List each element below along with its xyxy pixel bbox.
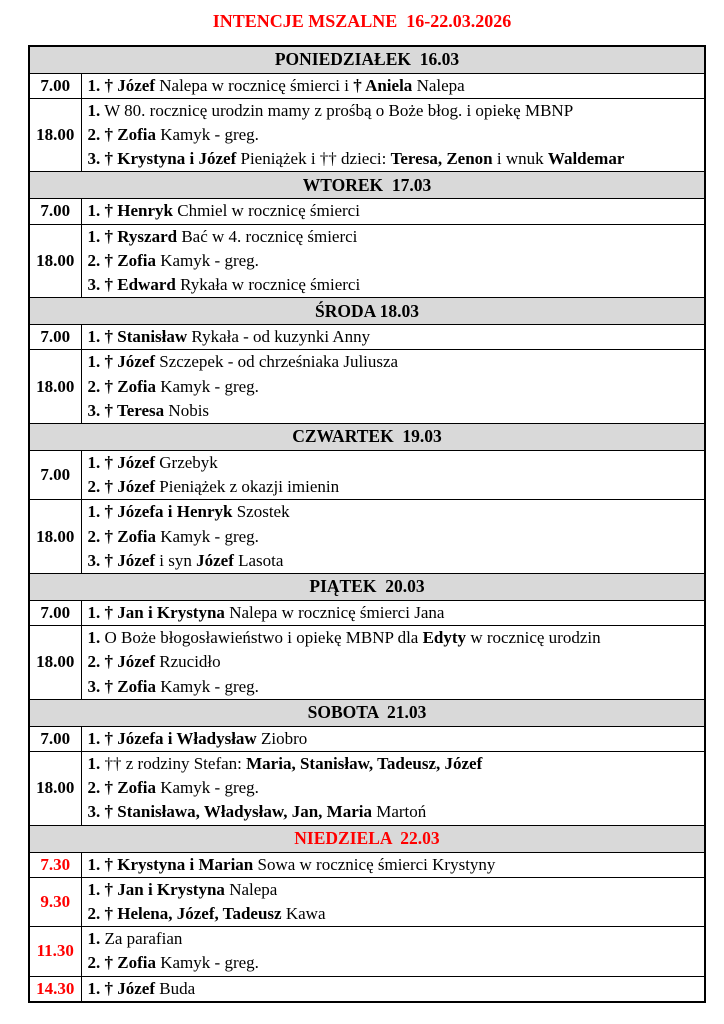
intention-line [88,500,699,524]
intentions-cell [81,877,705,926]
intention-text-bold: 1. † Józefa i Henryk [87,502,233,522]
intention-text: W 80. rocznicę urodzin mamy z prośbą o Boże błog. i opiekę MBNP [100,100,574,120]
day-section-row [29,825,705,852]
intention-line [88,350,699,374]
intention-text-bold: 1. [87,753,101,773]
intentions-cell [81,626,705,700]
day-section-row [29,46,705,73]
intentions-cell [81,199,705,224]
intention-text-bold: 1. † Józef [87,75,156,95]
intention-line [88,800,699,824]
day-section-header: PONIEDZIAŁEK 16.03 [29,46,705,73]
mass-row [29,199,705,224]
mass-row [29,751,705,825]
intention-line [88,451,699,475]
intention-line [88,249,699,273]
intention-text: Pieniążek i †† dzieci: [236,149,391,169]
intention-text: Buda [155,978,196,998]
intention-text: O Boże błogosławieństwo i opiekę MBNP dla [100,628,423,648]
intention-text-bold: 2. † Józef [87,477,156,497]
intentions-cell [81,751,705,825]
time-cell: 7.00 [29,726,81,751]
mass-row [29,224,705,298]
intention-text: Kawa [281,903,326,923]
time-cell: 18.00 [29,350,81,424]
intention-line [88,927,699,951]
mass-row [29,500,705,574]
intention-text-bold: 1. † Józef [87,352,156,372]
intention-text-bold: 1. † Jan i Krystyna [87,602,225,622]
page-title: INTENCJE MSZALNE 16-22.03.2026 [212,11,512,31]
mass-row [29,626,705,700]
intention-text-bold: 1. † Józefa i Władysław [87,728,257,748]
intentions-cell [81,852,705,877]
intention-text: Grzebyk [155,452,218,472]
intention-line [88,549,699,573]
intentions-cell [81,450,705,499]
intention-text-bold: 2. † Zofia [87,953,156,973]
intention-text-bold: Waldemar [547,149,625,169]
intention-text: Nalepa [224,879,278,899]
intention-text: Nobis [164,400,210,420]
intention-line [88,601,699,625]
day-section-header: SOBOTA 21.03 [29,699,705,726]
day-section-header: ŚRODA 18.03 [29,298,705,325]
time-cell: 7.00 [29,199,81,224]
intention-text-bold: 2. † Zofia [87,250,156,270]
day-section-row [29,699,705,726]
mass-row [29,73,705,98]
mass-row [29,852,705,877]
intention-text: Kamyk - greg. [155,376,259,396]
time-cell: 14.30 [29,976,81,1002]
mass-row [29,726,705,751]
mass-row [29,877,705,926]
mass-row [29,450,705,499]
time-cell: 7.30 [29,852,81,877]
intention-text: Nalepa [412,75,465,95]
mass-row [29,98,705,172]
intention-text: Szostek [232,502,290,522]
intentions-cell [81,224,705,298]
intention-text-bold: 2. † Zofia [87,376,156,396]
intention-text: Pieniążek z okazji imienin [155,477,340,497]
intention-text-bold: 3. † Edward [87,274,176,294]
intention-text: Nalepa w rocznicę śmierci i [155,75,354,95]
intention-text-bold: 1. † Ryszard [87,226,178,246]
intention-text-bold: 3. † Krystyna i Józef [87,149,237,169]
intention-text: Kamyk - greg. [155,953,259,973]
mass-intentions-table [28,45,706,1003]
intention-text-bold: 1. [87,929,101,949]
intention-line [88,752,699,776]
intention-text: Ziobro [256,728,308,748]
day-section-row [29,172,705,199]
mass-row [29,927,705,976]
mass-row [29,350,705,424]
intention-text-bold: 1. [87,628,101,648]
intention-text: Kamyk - greg. [155,250,259,270]
time-cell: 18.00 [29,626,81,700]
intention-text: Lasota [233,550,284,570]
intention-text-bold: 2. † Helena, Józef, Tadeusz [87,903,282,923]
intention-text: Kamyk - greg. [155,676,259,696]
intention-text-bold: 1. † Henryk [87,201,173,221]
intention-text: i syn [155,550,197,570]
time-cell: 7.00 [29,450,81,499]
intention-line [88,199,699,223]
intention-text: Rykała w rocznicę śmierci [175,274,361,294]
intention-text: Kamyk - greg. [155,526,259,546]
intention-text-bold: 3. † Józef [87,550,156,570]
intention-text: Rzucidło [155,652,221,672]
time-cell: 7.00 [29,325,81,350]
intention-text: Sowa w rocznicę śmierci Krystyny [253,854,496,874]
intentions-cell [81,500,705,574]
intention-line [88,902,699,926]
day-section-row [29,573,705,600]
intention-text-bold: 2. † Zofia [87,778,156,798]
intention-line [88,776,699,800]
intention-text: Za parafian [100,929,183,949]
intention-text: Nalepa w rocznicę śmierci Jana [224,602,445,622]
time-cell: 18.00 [29,98,81,172]
intention-text-bold: 1. † Krystyna i Marian [87,854,254,874]
intention-text: Kamyk - greg. [155,778,259,798]
time-cell: 7.00 [29,73,81,98]
time-cell: 18.00 [29,751,81,825]
day-section-row [29,423,705,450]
intention-line [88,273,699,297]
intention-line [88,951,699,975]
intentions-cell [81,976,705,1002]
intention-text-bold: 2. † Zofia [87,526,156,546]
intentions-cell [81,98,705,172]
intention-line [88,99,699,123]
intention-text: Chmiel w rocznicę śmierci [172,201,360,221]
intention-text-bold: 3. † Teresa [87,400,165,420]
intention-line [88,675,699,699]
intentions-cell [81,350,705,424]
intention-line [88,147,699,171]
intention-text: Kamyk - greg. [155,124,259,144]
intentions-cell [81,726,705,751]
intention-text-bold: 2. † Zofia [87,124,156,144]
intention-text-bold: 1. [87,100,101,120]
intention-text-bold: 1. † Józef [87,452,156,472]
intention-text-bold: Teresa, Zenon [390,149,493,169]
day-section-header: WTOREK 17.03 [29,172,705,199]
intentions-cell [81,73,705,98]
intentions-cell [81,600,705,625]
intention-text-bold: 1. † Jan i Krystyna [87,879,225,899]
intention-line [88,727,699,751]
intention-text-bold: Edyty [422,628,467,648]
intention-line [88,375,699,399]
intention-text-bold: Maria, Stanisław, Tadeusz, Józef [246,753,483,773]
intention-line [88,525,699,549]
intention-text-bold: † Aniela [353,75,413,95]
intention-line [88,123,699,147]
intention-text: w rocznicę urodzin [466,628,601,648]
day-section-header: CZWARTEK 19.03 [29,423,705,450]
intention-line [88,977,699,1001]
intention-line [88,225,699,249]
intention-text-bold: 3. † Stanisława, Władysław, Jan, Maria [87,802,372,822]
intentions-cell [81,325,705,350]
intention-text-bold: Józef [196,550,234,570]
intention-text: †† z rodziny Stefan: [100,753,247,773]
mass-row [29,976,705,1002]
intention-text-bold: 2. † Józef [87,652,156,672]
intention-text-bold: 1. † Stanisław [87,327,188,347]
intention-text: Bać w 4. rocznicę śmierci [177,226,358,246]
mass-row [29,600,705,625]
day-section-row [29,298,705,325]
intention-text: Martoń [371,802,427,822]
intention-line [88,650,699,674]
intention-text-bold: 1. † Józef [87,978,156,998]
time-cell: 18.00 [29,500,81,574]
intention-text: Szczepek - od chrześniaka Juliusza [155,352,399,372]
intention-line [88,475,699,499]
intention-line [88,626,699,650]
intention-line [88,325,699,349]
intentions-cell [81,927,705,976]
time-cell: 18.00 [29,224,81,298]
day-section-header: NIEDZIELA 22.03 [29,825,705,852]
mass-row [29,325,705,350]
intention-text: Rykała - od kuzynki Anny [187,327,371,347]
intention-line [88,878,699,902]
intention-line [88,74,699,98]
time-cell: 11.30 [29,927,81,976]
intention-text-bold: 3. † Zofia [87,676,156,696]
intention-text: i wnuk [492,149,548,169]
time-cell: 9.30 [29,877,81,926]
time-cell: 7.00 [29,600,81,625]
intention-line [88,399,699,423]
day-section-header: PIĄTEK 20.03 [29,573,705,600]
intention-line [88,853,699,877]
